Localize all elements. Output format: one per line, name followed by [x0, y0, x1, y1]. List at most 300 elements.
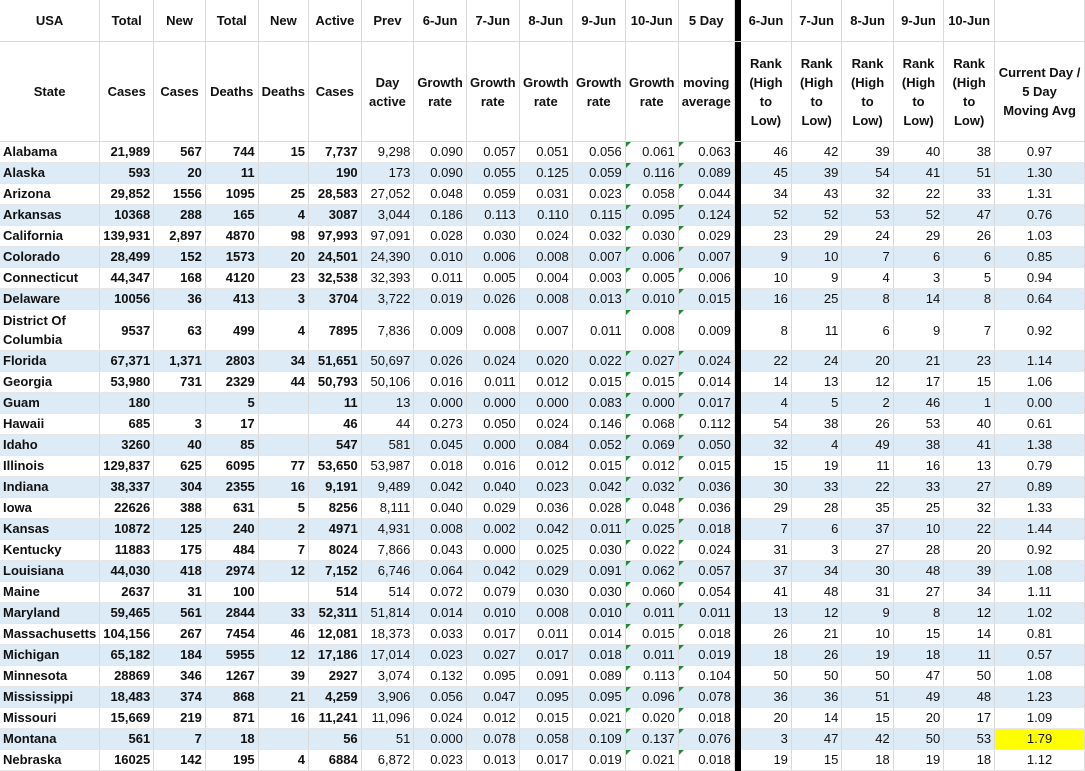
table-row	[0, 247, 1085, 268]
new-cases-cell: 388	[154, 498, 206, 519]
growth-rate-cell: 0.048	[414, 184, 467, 205]
new-deaths-cell	[258, 163, 308, 184]
growth-rate-cell: 0.032	[625, 477, 678, 498]
growth-rate-cell: 0.132	[414, 666, 467, 687]
column-separator	[734, 750, 741, 771]
header-cell: Cases	[154, 42, 206, 142]
column-separator	[734, 289, 741, 310]
total-cases-cell: 29,852	[100, 184, 154, 205]
rank-cell: 35	[842, 498, 893, 519]
rank-cell: 38	[944, 142, 995, 163]
rank-cell: 27	[944, 477, 995, 498]
rank-cell: 34	[741, 184, 791, 205]
growth-rate-cell: 0.095	[466, 666, 519, 687]
active-cases-cell: 9,191	[309, 477, 362, 498]
table-row	[0, 729, 1085, 750]
rank-cell: 52	[893, 205, 943, 226]
prev-day-active-cell: 7,836	[361, 310, 414, 351]
total-deaths-cell: 240	[205, 519, 258, 540]
growth-rate-cell: 0.004	[519, 268, 572, 289]
rank-cell: 1	[944, 393, 995, 414]
column-separator	[734, 184, 741, 205]
new-deaths-cell	[258, 435, 308, 456]
growth-rate-cell: 0.084	[519, 435, 572, 456]
total-deaths-cell: 744	[205, 142, 258, 163]
new-deaths-cell: 15	[258, 142, 308, 163]
growth-rate-cell: 0.058	[625, 184, 678, 205]
table-row	[0, 666, 1085, 687]
column-separator	[734, 163, 741, 184]
rank-cell: 5	[791, 393, 841, 414]
column-separator	[734, 414, 741, 435]
total-deaths-cell: 18	[205, 729, 258, 750]
total-deaths-cell: 17	[205, 414, 258, 435]
table-row	[0, 163, 1085, 184]
rank-cell: 54	[741, 414, 791, 435]
rank-cell: 40	[893, 142, 943, 163]
new-cases-cell: 219	[154, 708, 206, 729]
growth-rate-cell: 0.017	[466, 624, 519, 645]
table-row	[0, 351, 1085, 372]
rank-cell: 19	[842, 645, 893, 666]
growth-rate-cell: 0.048	[625, 498, 678, 519]
rank-cell: 34	[791, 561, 841, 582]
growth-rate-cell: 0.000	[466, 540, 519, 561]
ratio-cell: 1.30	[995, 163, 1085, 184]
active-cases-cell: 28,583	[309, 184, 362, 205]
moving-average-cell: 0.018	[678, 708, 734, 729]
rank-cell: 43	[791, 184, 841, 205]
new-deaths-cell: 5	[258, 498, 308, 519]
column-separator	[734, 540, 741, 561]
active-cases-cell: 56	[309, 729, 362, 750]
rank-cell: 38	[791, 414, 841, 435]
new-cases-cell: 125	[154, 519, 206, 540]
header-cell: Growth rate	[519, 42, 572, 142]
prev-day-active-cell: 50,697	[361, 351, 414, 372]
rank-cell: 28	[893, 540, 943, 561]
total-cases-cell: 10056	[100, 289, 154, 310]
growth-rate-cell: 0.025	[625, 519, 678, 540]
rank-cell: 52	[741, 205, 791, 226]
growth-rate-cell: 0.000	[625, 393, 678, 414]
rank-cell: 9	[893, 310, 943, 351]
rank-cell: 31	[741, 540, 791, 561]
header-cell: Total	[205, 0, 258, 42]
active-cases-cell: 6884	[309, 750, 362, 771]
growth-rate-cell: 0.008	[519, 289, 572, 310]
total-cases-cell: 180	[100, 393, 154, 414]
active-cases-cell: 4,259	[309, 687, 362, 708]
rank-cell: 27	[842, 540, 893, 561]
ratio-cell: 1.03	[995, 226, 1085, 247]
column-separator	[734, 498, 741, 519]
total-deaths-cell: 11	[205, 163, 258, 184]
table-row	[0, 708, 1085, 729]
total-cases-cell: 2637	[100, 582, 154, 603]
active-cases-cell: 52,311	[309, 603, 362, 624]
new-cases-cell: 184	[154, 645, 206, 666]
rank-cell: 3	[741, 729, 791, 750]
moving-average-cell: 0.089	[678, 163, 734, 184]
rank-cell: 22	[842, 477, 893, 498]
column-separator	[734, 582, 741, 603]
total-deaths-cell: 100	[205, 582, 258, 603]
rank-cell: 14	[741, 372, 791, 393]
table-row	[0, 142, 1085, 163]
table-row	[0, 435, 1085, 456]
rank-cell: 41	[893, 163, 943, 184]
growth-rate-cell: 0.017	[519, 645, 572, 666]
total-deaths-cell: 2974	[205, 561, 258, 582]
total-cases-cell: 28869	[100, 666, 154, 687]
growth-rate-cell: 0.007	[572, 247, 625, 268]
header-cell: Growth rate	[466, 42, 519, 142]
moving-average-cell: 0.019	[678, 645, 734, 666]
growth-rate-cell: 0.030	[519, 582, 572, 603]
total-cases-cell: 139,931	[100, 226, 154, 247]
rank-cell: 14	[944, 624, 995, 645]
growth-rate-cell: 0.045	[414, 435, 467, 456]
column-separator	[734, 666, 741, 687]
total-cases-cell: 53,980	[100, 372, 154, 393]
header-cell: Rank (High to Low)	[741, 42, 791, 142]
rank-cell: 12	[944, 603, 995, 624]
rank-cell: 40	[944, 414, 995, 435]
ratio-cell: 0.57	[995, 645, 1085, 666]
header-cell: Rank (High to Low)	[893, 42, 943, 142]
prev-day-active-cell: 97,091	[361, 226, 414, 247]
header-cell: State	[0, 42, 100, 142]
growth-rate-cell: 0.125	[519, 163, 572, 184]
header-cell: 6-Jun	[414, 0, 467, 42]
growth-rate-cell: 0.072	[414, 582, 467, 603]
rank-cell: 36	[741, 687, 791, 708]
header-cell: Current Day / 5 Day Moving Avg	[995, 42, 1085, 142]
growth-rate-cell: 0.006	[625, 247, 678, 268]
growth-rate-cell: 0.020	[519, 351, 572, 372]
new-cases-cell: 20	[154, 163, 206, 184]
moving-average-cell: 0.078	[678, 687, 734, 708]
growth-rate-cell: 0.052	[572, 435, 625, 456]
rank-cell: 24	[842, 226, 893, 247]
active-cases-cell: 50,793	[309, 372, 362, 393]
prev-day-active-cell: 50,106	[361, 372, 414, 393]
new-cases-cell: 304	[154, 477, 206, 498]
moving-average-cell: 0.024	[678, 351, 734, 372]
growth-rate-cell: 0.058	[519, 729, 572, 750]
total-deaths-cell: 484	[205, 540, 258, 561]
ratio-cell: 0.85	[995, 247, 1085, 268]
table-row	[0, 582, 1085, 603]
rank-cell: 20	[944, 540, 995, 561]
ratio-cell: 1.38	[995, 435, 1085, 456]
growth-rate-cell: 0.027	[625, 351, 678, 372]
rank-cell: 5	[944, 268, 995, 289]
rank-cell: 8	[741, 310, 791, 351]
moving-average-cell: 0.006	[678, 268, 734, 289]
moving-average-cell: 0.063	[678, 142, 734, 163]
header-cell: 5 Day	[678, 0, 734, 42]
growth-rate-cell: 0.047	[466, 687, 519, 708]
new-deaths-cell	[258, 414, 308, 435]
column-separator	[734, 603, 741, 624]
moving-average-cell: 0.112	[678, 414, 734, 435]
column-separator	[734, 393, 741, 414]
state-name-cell: Illinois	[0, 456, 100, 477]
state-name-cell: Mississippi	[0, 687, 100, 708]
ratio-cell: 1.08	[995, 666, 1085, 687]
new-cases-cell: 7	[154, 729, 206, 750]
new-cases-cell: 561	[154, 603, 206, 624]
rank-cell: 27	[893, 582, 943, 603]
header-cell: 7-Jun	[466, 0, 519, 42]
rank-cell: 49	[893, 687, 943, 708]
growth-rate-cell: 0.059	[466, 184, 519, 205]
header-cell: Cases	[100, 42, 154, 142]
growth-rate-cell: 0.078	[466, 729, 519, 750]
rank-cell: 13	[791, 372, 841, 393]
table-row	[0, 687, 1085, 708]
growth-rate-cell: 0.008	[519, 247, 572, 268]
growth-rate-cell: 0.015	[625, 624, 678, 645]
rank-cell: 23	[741, 226, 791, 247]
rank-cell: 25	[791, 289, 841, 310]
rank-cell: 41	[944, 435, 995, 456]
growth-rate-cell: 0.051	[519, 142, 572, 163]
new-deaths-cell: 34	[258, 351, 308, 372]
growth-rate-cell: 0.022	[572, 351, 625, 372]
table-row	[0, 561, 1085, 582]
growth-rate-cell: 0.026	[414, 351, 467, 372]
new-deaths-cell: 20	[258, 247, 308, 268]
growth-rate-cell: 0.064	[414, 561, 467, 582]
prev-day-active-cell: 17,014	[361, 645, 414, 666]
growth-rate-cell: 0.006	[466, 247, 519, 268]
rank-cell: 42	[791, 142, 841, 163]
rank-cell: 48	[791, 582, 841, 603]
rank-cell: 26	[741, 624, 791, 645]
rank-cell: 12	[842, 372, 893, 393]
new-deaths-cell	[258, 729, 308, 750]
prev-day-active-cell: 3,906	[361, 687, 414, 708]
state-name-cell: Michigan	[0, 645, 100, 666]
moving-average-cell: 0.036	[678, 477, 734, 498]
rank-cell: 53	[842, 205, 893, 226]
table-row	[0, 268, 1085, 289]
growth-rate-cell: 0.095	[625, 205, 678, 226]
header-cell: Total	[100, 0, 154, 42]
total-deaths-cell: 5955	[205, 645, 258, 666]
prev-day-active-cell: 6,746	[361, 561, 414, 582]
total-deaths-cell: 7454	[205, 624, 258, 645]
rank-cell: 19	[741, 750, 791, 771]
state-name-cell: Indiana	[0, 477, 100, 498]
growth-rate-cell: 0.000	[466, 393, 519, 414]
state-name-cell: Alabama	[0, 142, 100, 163]
growth-rate-cell: 0.110	[519, 205, 572, 226]
rank-cell: 20	[842, 351, 893, 372]
new-deaths-cell	[258, 582, 308, 603]
growth-rate-cell: 0.019	[414, 289, 467, 310]
growth-rate-cell: 0.018	[572, 645, 625, 666]
rank-cell: 26	[791, 645, 841, 666]
state-name-cell: Arizona	[0, 184, 100, 205]
active-cases-cell: 11,241	[309, 708, 362, 729]
table-row	[0, 393, 1085, 414]
growth-rate-cell: 0.000	[466, 435, 519, 456]
active-cases-cell: 17,186	[309, 645, 362, 666]
new-cases-cell: 175	[154, 540, 206, 561]
growth-rate-cell: 0.109	[572, 729, 625, 750]
rank-cell: 47	[791, 729, 841, 750]
moving-average-cell: 0.007	[678, 247, 734, 268]
header-cell: 8-Jun	[842, 0, 893, 42]
total-cases-cell: 44,347	[100, 268, 154, 289]
total-cases-cell: 3260	[100, 435, 154, 456]
table-row	[0, 624, 1085, 645]
column-separator	[734, 205, 741, 226]
growth-rate-cell: 0.057	[466, 142, 519, 163]
column-separator	[734, 456, 741, 477]
growth-rate-cell: 0.015	[572, 456, 625, 477]
total-deaths-cell: 4870	[205, 226, 258, 247]
table-row	[0, 226, 1085, 247]
state-name-cell: Maine	[0, 582, 100, 603]
state-name-cell: Minnesota	[0, 666, 100, 687]
state-name-cell: Idaho	[0, 435, 100, 456]
new-deaths-cell: 33	[258, 603, 308, 624]
rank-cell: 19	[893, 750, 943, 771]
growth-rate-cell: 0.016	[466, 456, 519, 477]
active-cases-cell: 53,650	[309, 456, 362, 477]
rank-cell: 47	[893, 666, 943, 687]
new-deaths-cell: 39	[258, 666, 308, 687]
header-cell: 6-Jun	[741, 0, 791, 42]
total-deaths-cell: 1095	[205, 184, 258, 205]
active-cases-cell: 190	[309, 163, 362, 184]
rank-cell: 7	[944, 310, 995, 351]
state-name-cell: Nebraska	[0, 750, 100, 771]
rank-cell: 52	[791, 205, 841, 226]
state-name-cell: Missouri	[0, 708, 100, 729]
rank-cell: 18	[741, 645, 791, 666]
header-cell: Active	[309, 0, 362, 42]
rank-cell: 21	[893, 351, 943, 372]
header-cell: USA	[0, 0, 100, 42]
header-cell: Cases	[309, 42, 362, 142]
total-cases-cell: 38,337	[100, 477, 154, 498]
growth-rate-cell: 0.186	[414, 205, 467, 226]
rank-cell: 15	[791, 750, 841, 771]
growth-rate-cell: 0.030	[466, 226, 519, 247]
total-cases-cell: 10368	[100, 205, 154, 226]
prev-day-active-cell: 18,373	[361, 624, 414, 645]
prev-day-active-cell: 3,044	[361, 205, 414, 226]
growth-rate-cell: 0.012	[519, 456, 572, 477]
column-separator	[734, 0, 741, 42]
ratio-cell: 1.12	[995, 750, 1085, 771]
rank-cell: 30	[741, 477, 791, 498]
rank-cell: 37	[842, 519, 893, 540]
ratio-cell: 1.44	[995, 519, 1085, 540]
header-cell: 8-Jun	[519, 0, 572, 42]
growth-rate-cell: 0.056	[414, 687, 467, 708]
ratio-cell: 1.79	[995, 729, 1085, 750]
growth-rate-cell: 0.023	[519, 477, 572, 498]
growth-rate-cell: 0.018	[414, 456, 467, 477]
new-deaths-cell: 77	[258, 456, 308, 477]
rank-cell: 20	[741, 708, 791, 729]
prev-day-active-cell: 3,074	[361, 666, 414, 687]
growth-rate-cell: 0.040	[414, 498, 467, 519]
rank-cell: 4	[741, 393, 791, 414]
rank-cell: 15	[842, 708, 893, 729]
rank-cell: 34	[944, 582, 995, 603]
table-row	[0, 477, 1085, 498]
header-row-labels	[0, 42, 1085, 142]
growth-rate-cell: 0.008	[519, 603, 572, 624]
prev-day-active-cell: 9,489	[361, 477, 414, 498]
total-cases-cell: 28,499	[100, 247, 154, 268]
rank-cell: 9	[791, 268, 841, 289]
total-deaths-cell: 6095	[205, 456, 258, 477]
moving-average-cell: 0.014	[678, 372, 734, 393]
ratio-cell: 1.06	[995, 372, 1085, 393]
header-cell: 10-Jun	[944, 0, 995, 42]
growth-rate-cell: 0.015	[572, 372, 625, 393]
growth-rate-cell: 0.028	[572, 498, 625, 519]
rank-cell: 6	[791, 519, 841, 540]
growth-rate-cell: 0.011	[625, 603, 678, 624]
growth-rate-cell: 0.003	[572, 268, 625, 289]
rank-cell: 53	[944, 729, 995, 750]
rank-cell: 26	[944, 226, 995, 247]
state-name-cell: Massachusetts	[0, 624, 100, 645]
active-cases-cell: 514	[309, 582, 362, 603]
table-row	[0, 519, 1085, 540]
growth-rate-cell: 0.090	[414, 142, 467, 163]
growth-rate-cell: 0.021	[625, 750, 678, 771]
total-deaths-cell: 4120	[205, 268, 258, 289]
table-row	[0, 310, 1085, 351]
growth-rate-cell: 0.019	[572, 750, 625, 771]
prev-day-active-cell: 32,393	[361, 268, 414, 289]
ratio-cell: 0.76	[995, 205, 1085, 226]
rank-cell: 6	[842, 310, 893, 351]
rank-cell: 50	[791, 666, 841, 687]
rank-cell: 7	[842, 247, 893, 268]
state-name-cell: Kansas	[0, 519, 100, 540]
growth-rate-cell: 0.024	[519, 226, 572, 247]
rank-cell: 42	[842, 729, 893, 750]
growth-rate-cell: 0.002	[466, 519, 519, 540]
growth-rate-cell: 0.042	[414, 477, 467, 498]
growth-rate-cell: 0.010	[625, 289, 678, 310]
header-cell: Growth rate	[625, 42, 678, 142]
growth-rate-cell: 0.021	[572, 708, 625, 729]
new-cases-cell: 152	[154, 247, 206, 268]
growth-rate-cell: 0.028	[414, 226, 467, 247]
rank-cell: 22	[944, 519, 995, 540]
growth-rate-cell: 0.008	[625, 310, 678, 351]
rank-cell: 2	[842, 393, 893, 414]
total-deaths-cell: 165	[205, 205, 258, 226]
prev-day-active-cell: 9,298	[361, 142, 414, 163]
growth-rate-cell: 0.091	[519, 666, 572, 687]
growth-rate-cell: 0.007	[519, 310, 572, 351]
total-cases-cell: 10872	[100, 519, 154, 540]
